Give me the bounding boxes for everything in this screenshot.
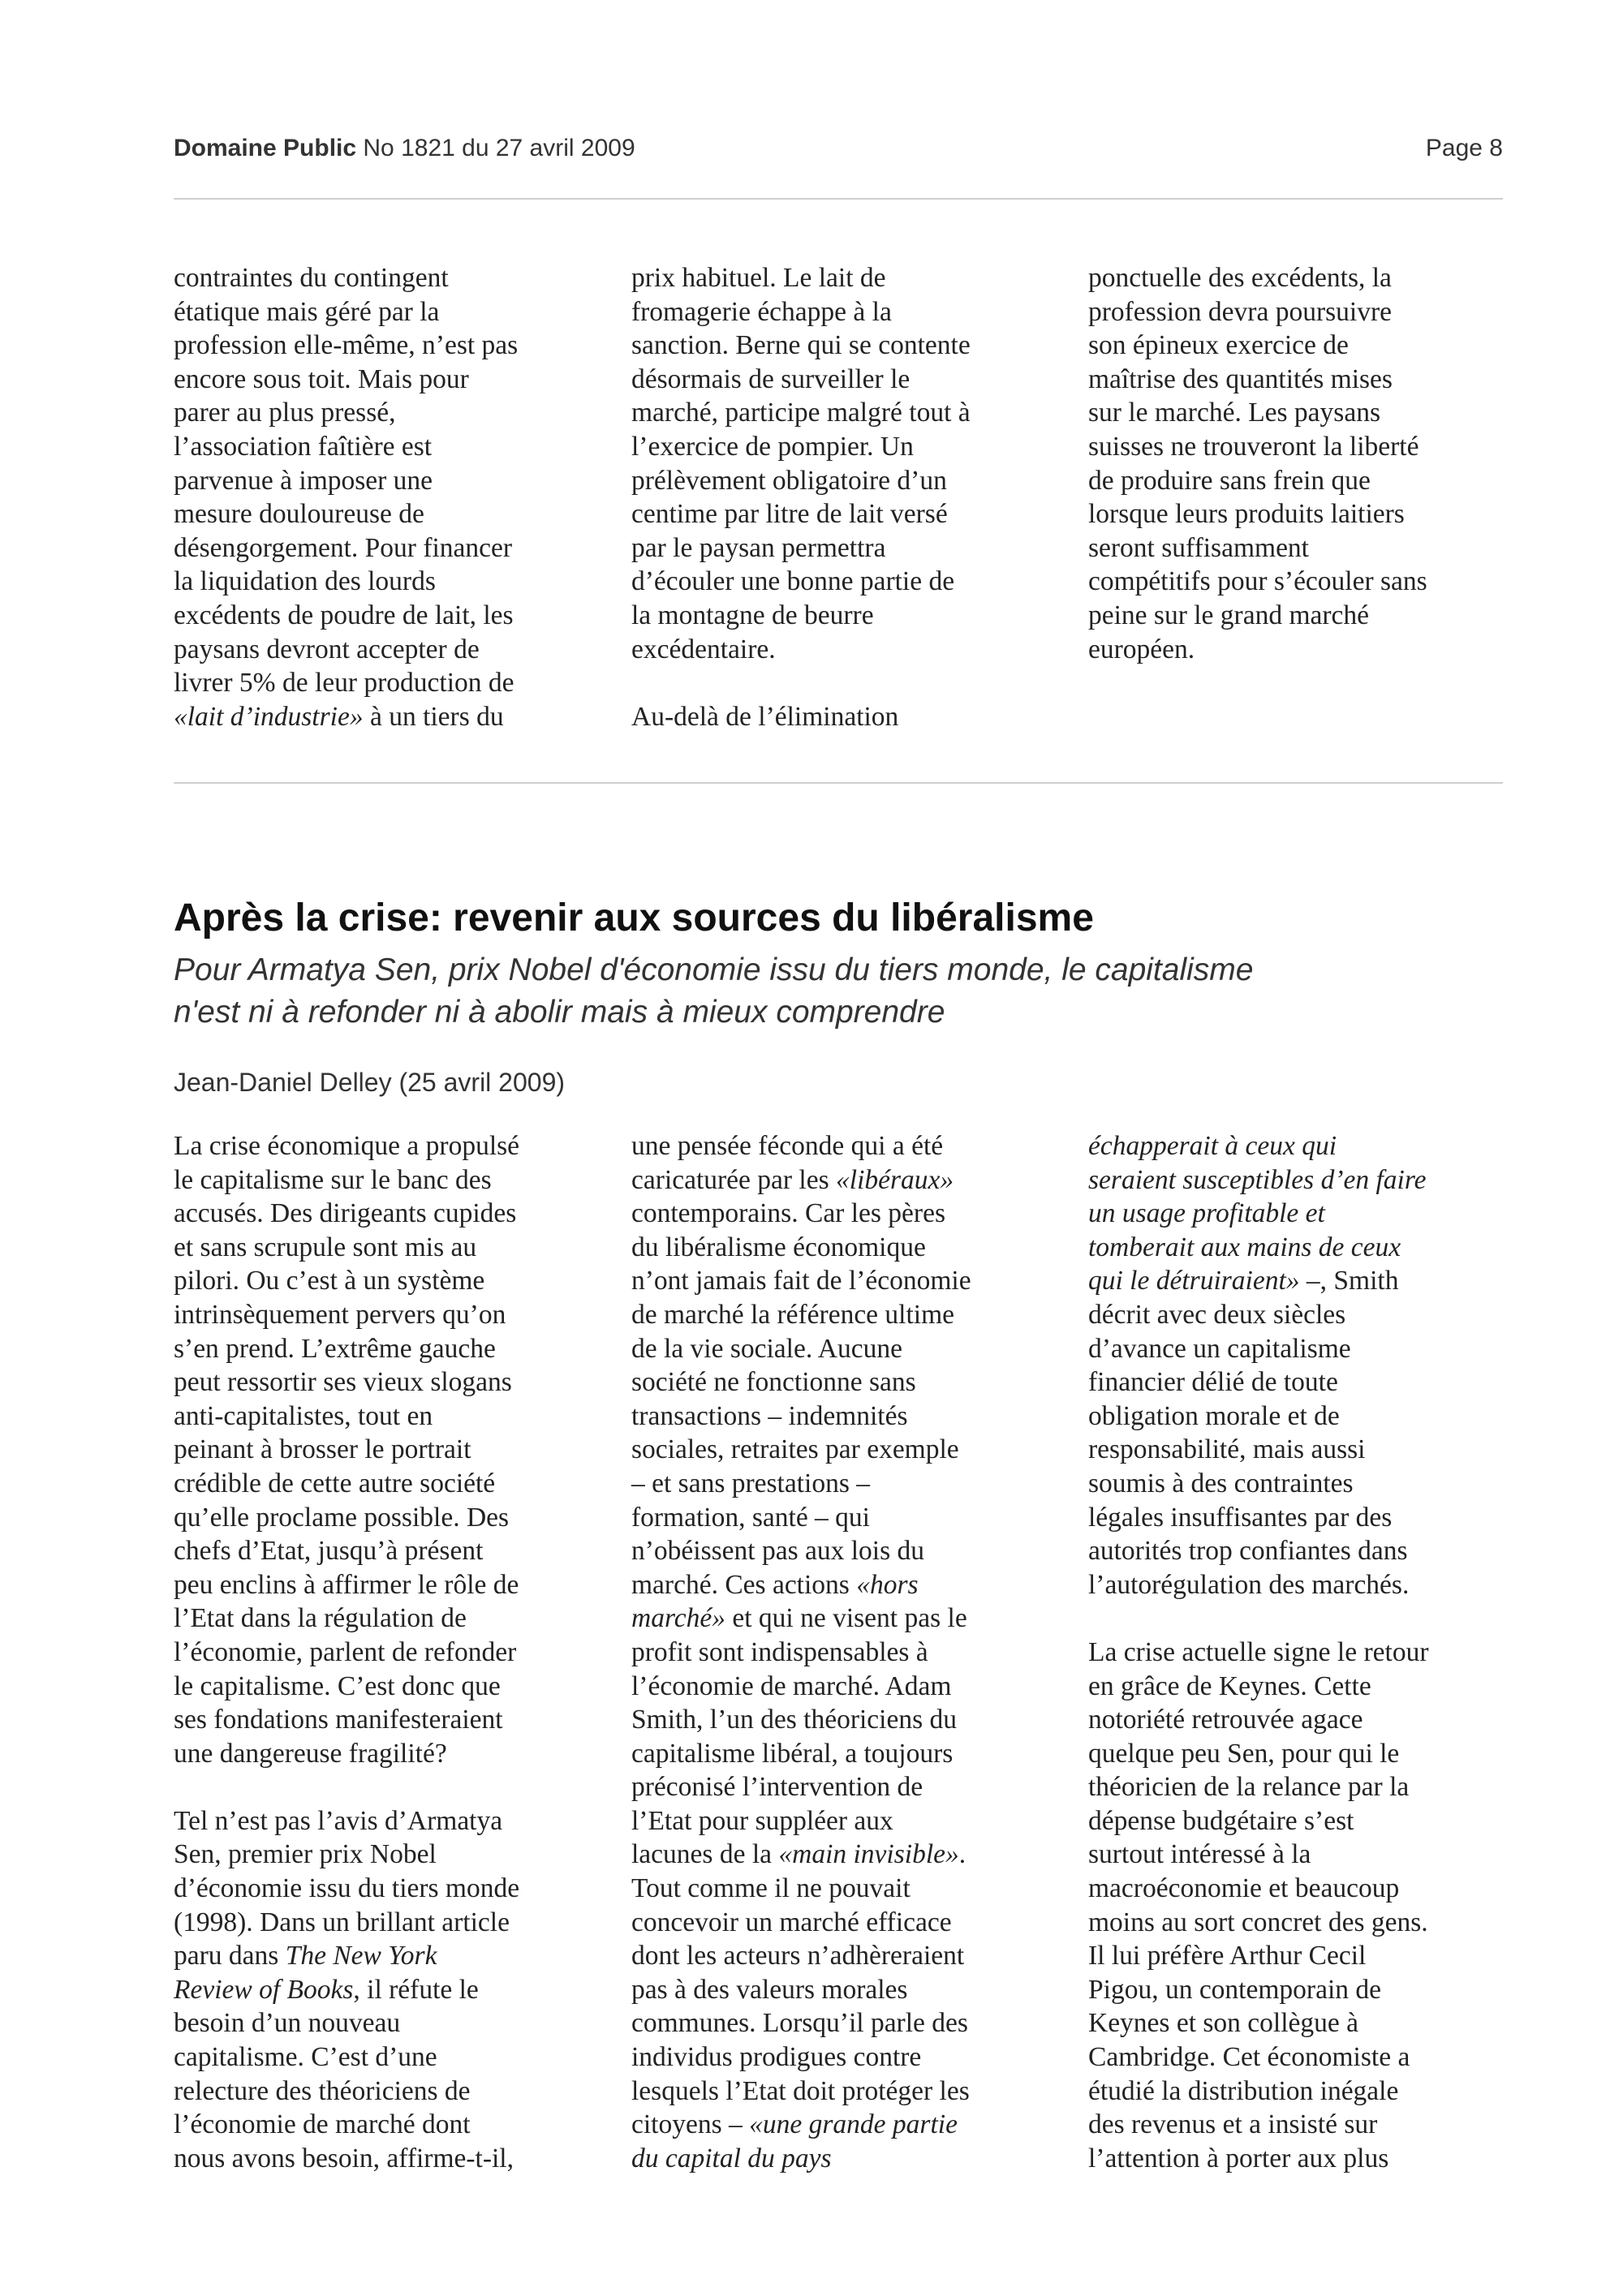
italic-quote: «lait d’industrie» xyxy=(174,701,364,732)
text-line: accusés. Des dirigeants cupides xyxy=(174,1198,517,1229)
text-line: du libéralisme économique xyxy=(631,1232,926,1262)
text-line xyxy=(174,1973,604,2007)
text-line: société ne fonctionne sans xyxy=(631,1367,916,1398)
text-line: pas à des valeurs morales xyxy=(631,1974,908,2005)
paragraph xyxy=(631,700,1061,734)
paragraph xyxy=(1088,1129,1518,1602)
prev-article-column-2 xyxy=(631,261,1061,733)
text-line: le capitalisme sur le banc des xyxy=(174,1164,492,1195)
text-line: sanction. Berne qui se contente xyxy=(631,330,971,361)
text-line: Cambridge. Cet économiste a xyxy=(1088,2042,1410,2073)
text-line: s’en prend. L’extrême gauche xyxy=(174,1333,496,1364)
text-line: parvenue à imposer une xyxy=(174,465,433,496)
text-line xyxy=(631,1602,1061,1636)
text-line: besoin d’un nouveau xyxy=(174,2008,401,2039)
text-line: intrinsèquement pervers qu’on xyxy=(174,1299,506,1330)
italic-quote: seraient susceptibles d’en faire xyxy=(1088,1164,1427,1195)
italic-quote: marché» xyxy=(631,1603,725,1634)
text-line: prix habituel. Le lait de xyxy=(631,263,886,293)
text-fragment: et qui ne visent pas le xyxy=(725,1603,967,1634)
text-line: Sen, premier prix Nobel xyxy=(174,1839,437,1870)
text-line: La crise économique a propulsé xyxy=(174,1131,520,1161)
text-line: la liquidation des lourds xyxy=(174,566,436,597)
text-line: relecture des théoriciens de xyxy=(174,2075,471,2106)
text-line: une dangereuse fragilité? xyxy=(174,1738,447,1769)
text-line: surtout intéressé à la xyxy=(1088,1839,1311,1870)
text-line: légales insuffisantes par des xyxy=(1088,1502,1393,1533)
text-line: par le paysan permettra xyxy=(631,532,886,563)
text-line: transactions – indemnités xyxy=(631,1400,908,1431)
header-divider xyxy=(174,198,1503,200)
text-line: contemporains. Car les pères xyxy=(631,1198,945,1229)
paragraph xyxy=(174,1804,604,2176)
text-line: peine sur le grand marché xyxy=(1088,600,1370,630)
text-line xyxy=(631,1163,1061,1197)
text-line: macroéconomie et beaucoup xyxy=(1088,1873,1400,1904)
text-line: La crise actuelle signe le retour xyxy=(1088,1636,1429,1667)
italic-quote: tomberait aux mains de ceux xyxy=(1088,1232,1401,1262)
issue-info: No 1821 du 27 avril 2009 xyxy=(363,135,635,161)
text-line: autorités trop confiantes dans xyxy=(1088,1536,1408,1567)
text-line: sur le marché. Les paysans xyxy=(1088,398,1380,428)
text-line: Pigou, un contemporain de xyxy=(1088,1974,1381,2005)
text-line: étudié la distribution inégale xyxy=(1088,2075,1399,2106)
text-line: profit sont indispensables à xyxy=(631,1636,928,1667)
text-line: excédents de poudre de lait, les xyxy=(174,600,514,630)
text-line: Tout comme il ne pouvait xyxy=(631,1873,911,1904)
text-fragment: caricaturée par les xyxy=(631,1164,837,1195)
text-line: ses fondations manifesteraient xyxy=(174,1705,503,1735)
italic-quote: un usage profitable et xyxy=(1088,1198,1325,1229)
text-line: une pensée féconde qui a été xyxy=(631,1131,944,1161)
text-line: marché, participe malgré tout à xyxy=(631,398,971,428)
text-line: contraintes du contingent xyxy=(174,263,449,293)
text-line: peinant à brosser le portrait xyxy=(174,1434,471,1465)
text-line: des revenus et a insisté sur xyxy=(1088,2109,1378,2140)
prev-article-column-3 xyxy=(1088,261,1518,666)
text-line: obligation morale et de xyxy=(1088,1400,1340,1431)
italic-quote: du capital du pays xyxy=(631,2143,832,2173)
text-line: seront suffisamment xyxy=(1088,532,1309,563)
text-line: Smith, l’un des théoriciens du xyxy=(631,1705,958,1735)
text-line: ponctuelle des excédents, la xyxy=(1088,263,1392,293)
text-line: décrit avec deux siècles xyxy=(1088,1299,1346,1330)
text-line: livrer 5% de leur production de xyxy=(174,668,514,699)
text-line: de marché la référence ultime xyxy=(631,1299,955,1330)
text-line: désormais de surveiller le xyxy=(631,363,911,394)
text-line: profession devra poursuivre xyxy=(1088,296,1392,327)
text-line: d’économie issu du tiers monde xyxy=(174,1873,520,1904)
text-fragment: paru dans xyxy=(174,1941,286,1971)
page-header xyxy=(174,135,1503,166)
paragraph xyxy=(174,1129,604,1770)
paragraph xyxy=(1088,1636,1518,2176)
text-line: individus prodigues contre xyxy=(631,2042,922,2073)
text-line xyxy=(174,700,604,734)
text-line: pilori. Ou c’est à un système xyxy=(174,1266,485,1296)
text-fragment: citoyens – xyxy=(631,2109,750,2140)
italic-quote: «main invisible» xyxy=(778,1839,959,1870)
article-byline: Jean-Daniel Delley (25 avril 2009) xyxy=(174,1068,566,1097)
text-line xyxy=(631,1838,1061,1872)
text-line xyxy=(1088,1231,1518,1265)
text-line: Au-delà de l’élimination xyxy=(631,701,899,732)
text-line: le capitalisme. C’est donc que xyxy=(174,1670,501,1701)
text-fragment: , il réfute le xyxy=(353,1974,479,2005)
text-line: encore sous toit. Mais pour xyxy=(174,363,469,394)
text-line: l’attention à porter aux plus xyxy=(1088,2143,1389,2173)
publication-title: The New York xyxy=(285,1941,437,1971)
publication-name: Domaine Public xyxy=(174,135,357,161)
text-line: d’avance un capitalisme xyxy=(1088,1333,1351,1364)
text-line: – et sans prestations – xyxy=(631,1468,871,1498)
text-line: dont les acteurs n’adhèreraient xyxy=(631,1941,965,1971)
text-line xyxy=(1088,1264,1518,1298)
text-fragment: . xyxy=(958,1839,966,1870)
text-line: désengorgement. Pour financer xyxy=(174,532,513,563)
publication-info xyxy=(174,135,635,162)
text-line: Keynes et son collègue à xyxy=(1088,2008,1359,2039)
paragraph xyxy=(631,1129,1061,2175)
text-line: son épineux exercice de xyxy=(1088,330,1349,361)
text-line: sociales, retraites par exemple xyxy=(631,1434,959,1465)
page-number: Page 8 xyxy=(1425,135,1503,161)
text-line xyxy=(631,2108,1061,2142)
text-line: paysans devront accepter de xyxy=(174,634,480,664)
text-line: en grâce de Keynes. Cette xyxy=(1088,1670,1371,1701)
text-line: étatique mais géré par la xyxy=(174,296,440,327)
text-line: préconisé l’intervention de xyxy=(631,1772,923,1803)
text-line xyxy=(631,1568,1061,1602)
italic-quote: qui le détruiraient» xyxy=(1088,1266,1300,1296)
text-line: chefs d’Etat, jusqu’à présent xyxy=(174,1536,484,1567)
text-line: n’ont jamais fait de l’économie xyxy=(631,1266,971,1296)
text-line: et sans scrupule sont mis au xyxy=(174,1232,477,1262)
italic-quote: «une grande partie xyxy=(749,2109,958,2140)
text-line: suisses ne trouveront la liberté xyxy=(1088,431,1419,462)
text-line: fromagerie échappe à la xyxy=(631,296,892,327)
text-line: quelque peu Sen, pour qui le xyxy=(1088,1738,1400,1769)
text-line xyxy=(1088,1163,1518,1197)
text-line: la montagne de beurre xyxy=(631,600,874,630)
paragraph xyxy=(1088,261,1518,666)
text-line: nous avons besoin, affirme-t-il, xyxy=(174,2143,514,2173)
text-line: peut ressortir ses vieux slogans xyxy=(174,1367,512,1398)
text-line: concevoir un marché efficace xyxy=(631,1907,952,1937)
text-line: excédentaire. xyxy=(631,634,776,664)
text-line: communes. Lorsqu’il parle des xyxy=(631,2008,968,2039)
text-line: l’économie de marché. Adam xyxy=(631,1670,952,1701)
text-line: capitalisme libéral, a toujours xyxy=(631,1738,954,1769)
text-fragment: lacunes de la xyxy=(631,1839,779,1870)
text-line: notoriété retrouvée agace xyxy=(1088,1705,1363,1735)
text-line: anti-capitalistes, tout en xyxy=(174,1400,433,1431)
text-line: responsabilité, mais aussi xyxy=(1088,1434,1366,1465)
text-line: Tel n’est pas l’avis d’Armatya xyxy=(174,1805,503,1836)
article-column-3 xyxy=(1088,1129,1518,2175)
text-line: l’économie, parlent de refonder xyxy=(174,1636,517,1667)
text-line: centime par litre de lait versé xyxy=(631,499,948,530)
text-line xyxy=(1088,1129,1518,1163)
text-line: théoricien de la relance par la xyxy=(1088,1772,1410,1803)
text-line: lorsque leurs produits laitiers xyxy=(1088,499,1405,530)
text-line: moins au sort concret des gens. xyxy=(1088,1907,1428,1937)
text-line xyxy=(174,1939,604,1973)
prev-article-column-1 xyxy=(174,261,604,733)
italic-quote: échapperait à ceux qui xyxy=(1088,1131,1337,1161)
text-line: l’économie de marché dont xyxy=(174,2109,471,2140)
subtitle-line: n'est ni à refonder ni à abolir mais à mieux comprendre xyxy=(174,995,945,1030)
text-line: parer au plus pressé, xyxy=(174,398,396,428)
text-line: (1998). Dans un brillant article xyxy=(174,1907,510,1937)
article-column-1 xyxy=(174,1129,604,2175)
italic-quote: «hors xyxy=(856,1569,919,1600)
text-line: mesure douloureuse de xyxy=(174,499,424,530)
text-line: n’obéissent pas aux lois du xyxy=(631,1536,925,1567)
article-subtitle xyxy=(174,949,1521,1034)
text-line: crédible de cette autre société xyxy=(174,1468,496,1498)
text-line: maîtrise des quantités mises xyxy=(1088,363,1393,394)
text-line: formation, santé – qui xyxy=(631,1502,870,1533)
text-line: qu’elle proclame possible. Des xyxy=(174,1502,510,1533)
text-line: de la vie sociale. Aucune xyxy=(631,1333,902,1364)
article-divider xyxy=(174,782,1503,784)
text-line: compétitifs pour s’écouler sans xyxy=(1088,566,1427,597)
text-line: l’association faîtière est xyxy=(174,431,433,462)
text-line: l’Etat pour suppléer aux xyxy=(631,1805,893,1836)
text-line xyxy=(631,2142,1061,2176)
paragraph xyxy=(631,261,1061,666)
publication-title: Review of Books xyxy=(174,1974,354,2005)
text-line: d’écouler une bonne partie de xyxy=(631,566,955,597)
text-line: soumis à des contraintes xyxy=(1088,1468,1354,1498)
text-line: l’Etat dans la régulation de xyxy=(174,1603,467,1634)
text-line: lesquels l’Etat doit protéger les xyxy=(631,2075,970,2106)
text-line: prélèvement obligatoire d’un xyxy=(631,465,947,496)
text-line: de produire sans frein que xyxy=(1088,465,1371,496)
article-title: Après la crise: revenir aux sources du libéralisme xyxy=(174,896,1094,939)
text-line: Il lui préfère Arthur Cecil xyxy=(1088,1941,1367,1971)
text-line: peu enclins à affirmer le rôle de xyxy=(174,1569,519,1600)
text-line: l’exercice de pompier. Un xyxy=(631,431,914,462)
text-line: l’autorégulation des marchés. xyxy=(1088,1569,1410,1600)
italic-quote: «libéraux» xyxy=(836,1164,954,1195)
text-fragment: à un tiers du xyxy=(363,701,504,732)
text-line: européen. xyxy=(1088,634,1195,664)
text-line xyxy=(1088,1197,1518,1231)
text-line: capitalisme. C’est d’une xyxy=(174,2042,437,2073)
text-line: financier délié de toute xyxy=(1088,1367,1338,1398)
subtitle-line: Pour Armatya Sen, prix Nobel d'économie issu du tiers monde, le capitalisme xyxy=(174,952,1254,987)
paragraph xyxy=(174,261,604,733)
text-fragment: marché. Ces actions xyxy=(631,1569,857,1600)
text-line: profession elle-même, n’est pas xyxy=(174,330,519,361)
text-line: dépense budgétaire s’est xyxy=(1088,1805,1354,1836)
text-fragment: –, Smith xyxy=(1299,1266,1399,1296)
article-column-2 xyxy=(631,1129,1061,2175)
